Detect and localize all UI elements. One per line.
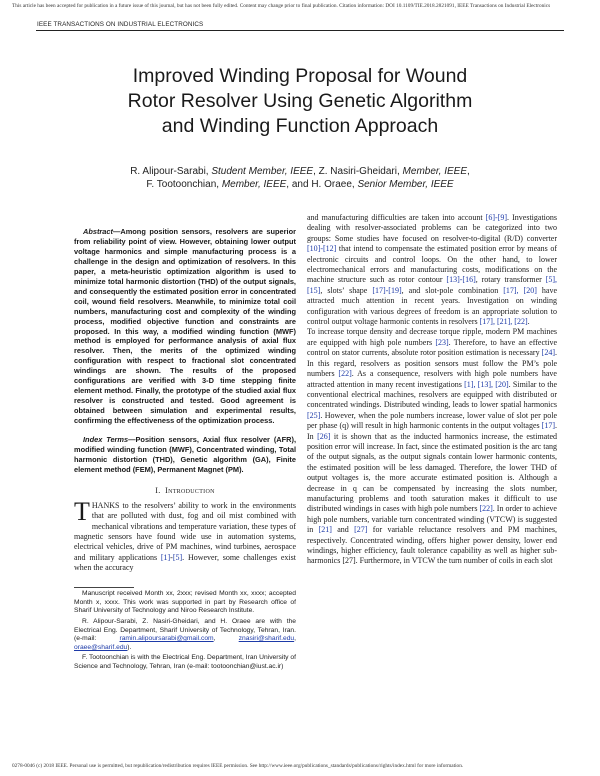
- author-role: Senior Member, IEEE: [357, 178, 454, 190]
- body-text: . Therefore, to have an effective control on stator currents, absolute rotor position estimation is necessary: [307, 337, 558, 358]
- citation-link[interactable]: [1], [13], [20]: [464, 379, 509, 389]
- abstract: [74, 227, 296, 426]
- citation-link[interactable]: [24]: [541, 348, 555, 358]
- title-line: Rotor Resolver Using Genetic Algorithm: [127, 90, 473, 112]
- title-line: and Winding Function Approach: [161, 115, 439, 137]
- citation-link[interactable]: [27]: [354, 525, 368, 535]
- citation-link[interactable]: [25]: [307, 410, 321, 420]
- citation-link[interactable]: [17], [21], [22]: [479, 317, 528, 327]
- intro-text: -: [170, 552, 173, 562]
- abstract-text: —Among position sensors, resolvers are superior from reliability point of view. However, obtaining lower output voltage harmonics and simple manufacturing process is a challenge in the design and optimization of resolvers. In this paper, a meta-heuristic optimization algorithm is used to minimize total harmonic distortion (THD) of the output signals, and consequently the estimated position error in concentrated coil, wound field resolvers. Meanwhile, to minimize total coil numbers, manufacturing cost and complexity of the winding process, modified objective function and constraints are proposed. In this way, a modified winding function (MWF) method is employed for performance analysis of axial flux resolver. Then, the merits of the optimized winding configuration with respect to fractional slot concentrated windings are shown. The results of the proposed configurations are verified with 3-D time stepping finite element method. Finally, the prototype of the studied axial flux resolver is constructed and tested. Good agreement is obtained between simulation and experimental results, confirming the effectiveness of the optimization process.: [74, 227, 296, 426]
- journal-header: IEEE TRANSACTIONS ON INDUSTRIAL ELECTRONICS: [37, 21, 204, 28]
- section-heading: [74, 486, 296, 495]
- index-terms-label: Index Terms: [83, 435, 129, 445]
- body-paragraph: [307, 213, 557, 327]
- index-terms-text: —Position sensors, Axial flux resolver (AFR), modified winding function (MWF), Concentrated winding, Total harmonic distortion (THD), Genetic algorithm (GA), Finite element method (FEM), Permanent Magnet (PM).: [74, 435, 296, 474]
- section-number: I.: [155, 485, 161, 495]
- body-text: , slots’ shape: [320, 285, 373, 295]
- citation-link[interactable]: [13]-[16]: [446, 275, 476, 285]
- body-text: for variable reluctance resolvers and PM machines, respectively. Concentrated winding, offers higher power density, lower end windings, higher efficiency, fault tolerance capability as well as higher sub-harmonics [27]. Furthermore, in VTCW the turn number of coils in each slot: [307, 525, 557, 566]
- email-link[interactable]: znasiri@sharif.edu: [238, 635, 295, 643]
- citation-link[interactable]: [17]: [541, 421, 555, 431]
- email-link[interactable]: ramin.alipoursarabi@gmail.com: [119, 635, 214, 643]
- body-paragraph: [307, 327, 557, 566]
- citation-link[interactable]: [17], [20]: [503, 285, 537, 295]
- body-text: it is shown that as the inducted harmonics increase, the estimated position error will increase. In fact, since the estimated position is the arc tang of the output signals, as the output signals contain lower harmonic contents, the estimated position will be less damaged. Therefore, the lower THD of output voltages is, the more accurate estimated position is. Although a decrease in q can be compensated by increasing the slots number, manufacturing problems and tooth saturation makes it difficult to use distributed windings in cases with high pole numbers: [307, 431, 558, 514]
- paper-title: [50, 64, 550, 139]
- body-text: and: [331, 525, 355, 535]
- footnote-text: ).: [127, 643, 132, 651]
- author-name: , Z. Nasiri-Gheidari,: [313, 166, 400, 177]
- author-role: Student Member, IEEE: [211, 166, 314, 177]
- body-text: , rotary transformer: [475, 275, 546, 285]
- index-terms: [74, 435, 296, 475]
- body-text: .: [527, 317, 530, 327]
- body-text: , and slot-pole combination: [401, 285, 504, 295]
- body-text: . Investigations dealing with resolver-associated problems can be categorized into two groups: Some studies have focused on resolver-to-digital (R/D) converter: [307, 213, 557, 243]
- footnote-text: ,: [213, 635, 239, 643]
- body-text: . In this regard, resolvers as position sensors must follow the PM’s pole numbers: [307, 348, 557, 379]
- footnote-rule: [74, 587, 134, 588]
- citation-link[interactable]: [6]-[9]: [485, 213, 508, 222]
- section-title: Introduction: [165, 485, 215, 495]
- citation-link[interactable]: [10]-[12]: [307, 244, 337, 254]
- citation-link[interactable]: [5]: [172, 552, 183, 562]
- body-text: and manufacturing difficulties are taken into account: [307, 213, 486, 222]
- body-text: . As a consequence, resolvers with high pole numbers have attracted attention in many recent investigations: [307, 369, 557, 389]
- abstract-label: Abstract: [83, 227, 113, 236]
- copyright-footer: 0278-0046 (c) 2018 IEEE. Personal use is permitted, but republication/redistribution requires IEEE permission. See http://www.ieee.org/publications_standards/publications/rights/index.html for more information.: [12, 763, 464, 769]
- body-text: To increase torque density and decrease torque ripple, modern PM machines are equipped with high pole numbers: [307, 327, 557, 347]
- footnote-text: ,: [294, 635, 297, 643]
- top-note: This article has been accepted for publication in a future issue of this journal, but has not been fully edited. Content may change prior to final publication. Citation information: DOI 10.1109/TIE.2018.2821091, IEEE Transactions on Industrial Electronics: [12, 3, 551, 9]
- intro-text: HANKS to the resolvers’ ability to work in the environments that are polluted with dust, fog and oil mist combined with mechanical vibrations and temperature variation, these types of magnetic sensors have found wide use in automation systems, electrical vehicles, drive of PM machines, wind turbines, aerospace and military applications: [74, 500, 296, 562]
- body-text: that intend to compensate the estimated position error by means of electronic circuits and control loops. On the other hand, to lower electromechanical errors and manufacturing costs, modifications on the machine structure such as rotor contour: [307, 244, 557, 285]
- citation-link[interactable]: [5], [15]: [307, 275, 558, 295]
- author-line: R. Alipour-Sarabi, Student Member, IEEE, Z. Nasiri-Gheidari, Member, IEEE,: [130, 166, 470, 177]
- header-rule: [36, 30, 564, 31]
- author-role: Member, IEEE: [221, 178, 287, 190]
- email-link[interactable]: oraee@sharif.edu: [74, 643, 128, 651]
- intro-text: . However, some challenges exist when the accuracy: [74, 552, 296, 572]
- body-text: . Similar to the conventional electrical machines, resolvers are equipped with distributed or concentrated windings. Distributed winding, leads to lower spatial harmonics: [307, 379, 557, 410]
- author-role: Member, IEEE: [402, 166, 468, 177]
- body-text: . In: [307, 421, 557, 441]
- citation-link[interactable]: [21]: [318, 525, 332, 535]
- author-name: F. Tootoonchian,: [146, 178, 220, 190]
- author-list: [60, 166, 540, 191]
- drop-cap: T: [74, 496, 90, 526]
- citation-link[interactable]: [22]: [479, 504, 493, 514]
- citation-link[interactable]: [17]-[19]: [372, 285, 402, 295]
- body-text: . In order to achieve high pole numbers, variable turn concentrated winding (VTCW) is suggested in: [307, 504, 557, 535]
- author-line: [60, 179, 540, 192]
- body-text: have attracted much attention in recent years. Investigation on winding configuration with various degrees of freedom is an appropriate solution to control output voltage harmonic contents in resolvers: [307, 285, 557, 327]
- author-name: , and H. Oraee,: [286, 178, 358, 190]
- citation-link[interactable]: [1]: [160, 552, 171, 562]
- right-column: [307, 213, 557, 567]
- citation-link[interactable]: [23]: [435, 337, 449, 347]
- intro-paragraph: [74, 496, 296, 573]
- body-text: . However, when the pole numbers increase, lower value of slot per pole per phase (q) will result in high harmonic contents in the output voltages: [307, 410, 557, 431]
- footnote-affiliation: F. Tootoonchian is with the Electrical Eng. Department, Iran University of Science and Technology, Tehran, Iran (e-mail: tootoonchian@iust.ac.ir): [74, 654, 296, 671]
- left-column: [74, 227, 296, 672]
- citation-link[interactable]: [22]: [338, 369, 352, 379]
- citation-link[interactable]: [26]: [317, 431, 331, 441]
- footnote-text: R. Alipour-Sarabi, Z. Nasiri-Gheidari, and H. Oraee are with the Electrical Eng. Department, Sharif University of Technology, Tehran, Iran. (e-mail:: [74, 618, 296, 643]
- footnote-received: Manuscript received Month xx, 2xxx; revised Month xx, xxxx; accepted Month x, xxxx. This work was supported in part by Research office of Sharif University of Technology and Niroo Research Institute.: [74, 590, 296, 615]
- title-line: Improved Winding Proposal for Wound: [132, 65, 468, 87]
- author-name: R. Alipour-Sarabi,: [130, 166, 209, 177]
- footnote-affiliation: [74, 618, 296, 652]
